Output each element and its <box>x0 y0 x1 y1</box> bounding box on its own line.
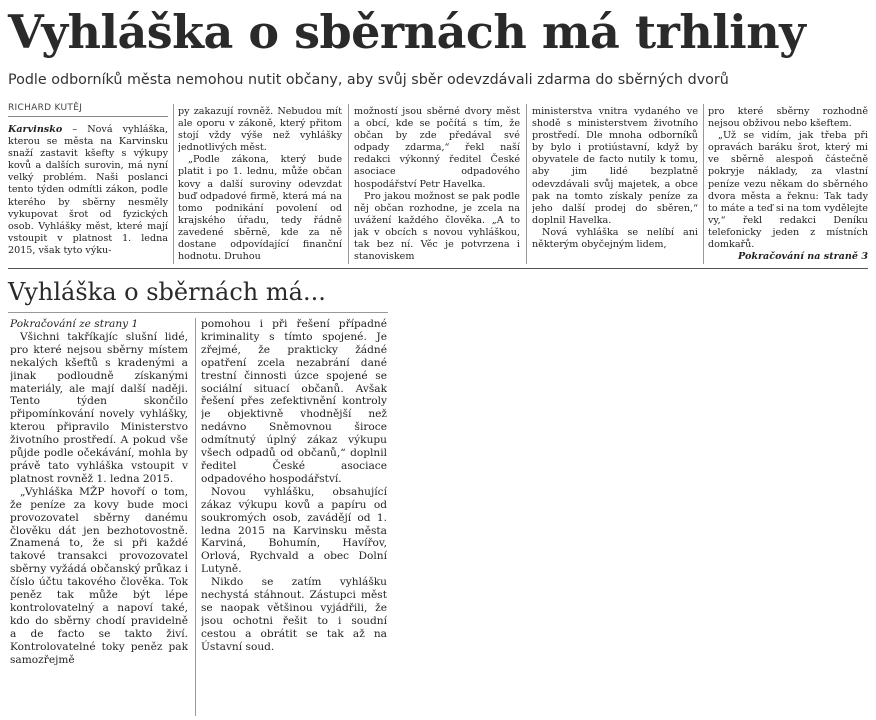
article-subheadline: Podle odborníků města nemohou nutit občany, aby svůj sběr odevzdávali zdarma do sběrných dvorů <box>8 72 729 88</box>
article-headline: Vyhláška o sběrnách má trhliny <box>8 5 806 59</box>
column-5-paragraph-1: pro které sběrny rozhodně nejsou obživou nebo kšeftem. <box>708 106 868 130</box>
continued-on-page: Pokračování na straně 3 <box>738 251 868 263</box>
column-3-paragraph-1: možností jsou sběrné dvory měst a obcí, kde se počítá s tím, že občan by zde předával své odpady zdarma,“ řekl naší redakci výkonný ředitel České asociace odpadového hospodářství Petr Havelka. <box>354 106 520 190</box>
continuation-headline: Vyhláška o sběrnách má... <box>8 278 326 306</box>
column-3-paragraph-2: Pro jakou možnost se pak podle něj občan rozhodne, je zcela na uvážení každého člověka. „A to jak v obcích s novou vyhláškou, tak bez ní. Věc je potvrzena i stanoviskem <box>354 190 520 263</box>
column-4-paragraph-2: Nová vyhláška se nelíbí ani některým obyčejným lidem, <box>532 226 698 251</box>
continuation-left-paragraph-1: Všichni takříkajíc slušní lidé, pro které nejsou sběrny místem nekalých kšeftů s kradenými a jinak podloudně získanými materiály, ale mají další naději. Tento týden skončilo připomínkování novely vyhlášky, kterou připravilo Ministerstvo životního prostředí. A pokud vše půjde podle očekávání, mohla by právě tato vyhláška vstoupit v platnost rovněž 1. ledna 2015. <box>10 330 188 485</box>
continuation-right-paragraph-2: Novou vyhlášku, obsahující zákaz výkupu kovů a papíru od soukromých osob, zavádějí od 1. ledna 2015 na Karvinsku města Karviná, Bohumín, Havířov, Orlová, Rychvald a obec Dolní Lutyně. <box>201 485 387 576</box>
continuation-column-right <box>201 318 387 716</box>
article-column-2 <box>178 106 342 266</box>
continued-from-page: Pokračování ze strany 1 <box>10 318 139 330</box>
continuation-right-paragraph-1: pomohou i při řešení případné kriminality s tímto spojené. Je zřejmé, že prakticky žádné opatření zcela nezabrání dané trestní činnosti úzce spojené se sociální situací občanů. Avšak řešení přes zefektivnění kontroly je objektivně vhodnější než nedávno Sněmovnou široce odmítnutý úplný zákaz výkupu všech odpadů od občanů,“ doplnil ředitel České asociace odpadového hospodářství. <box>201 318 387 485</box>
column-1-text: – Nová vyhláška, kterou se města na Karvinsku snaží zastavit kšefty s výkupy kovů a dalších surovin, má nyní velký problém. Naši poslanci tento týden odmítli zákon, podle kterého by sběrny nesměly vykupovat šrot od fyzických osob. Vyhlášky měst, které mají vstoupit v platnost 1. ledna 2015, však tyto výku- <box>8 124 168 256</box>
column-2-paragraph-2: „Podle zákona, který bude platit i po 1. lednu, může občan kovy a další suroviny odevzdat buď odpadové firmě, která má na tomo podnikání povolení od krajského úřadu, tedy řádně zavedené sběrně, kde za ně dostane odpovídající finanční hodnotu. Druhou <box>178 154 342 263</box>
dateline: Karvinsko <box>8 124 63 135</box>
column-5-paragraph-2: „Už se vidím, jak třeba při opravách baráku šrot, který mi ve sběrně alespoň částečně pokryje náklady, za vlastní peníze vezu někam do sběrného dvora města a řeknu: Tak tady to máte a teď si na tom vydělejte vy,“ řekl redakci Deníku telefonicky jeden z místních domkařů. <box>708 130 868 251</box>
column-2-paragraph-1: py zakazují rovněž. Nebudou mít ale oporu v zákoně, který přitom stojí vždy výše než vyhlášky jednotlivých měst. <box>178 106 342 154</box>
continuation-divider <box>8 312 388 313</box>
column-divider <box>195 318 196 716</box>
article-column-5 <box>708 106 868 266</box>
column-divider <box>348 104 349 264</box>
article-column-3 <box>354 106 520 266</box>
article-column-4 <box>532 106 698 266</box>
column-divider <box>703 104 704 264</box>
byline: RICHARD KUTĚJ <box>8 103 168 117</box>
article-column-1 <box>8 124 168 264</box>
column-divider <box>526 104 527 264</box>
continuation-left-paragraph-2: „Vyhláška MŽP hovoří o tom, že peníze za kovy bude moci provozovatel sběrny danému člověku dát jen bezhotovostně. Znamená to, že si při každé takové transakci provozovatel sběrny vyžádá občanský průkaz i číslo účtu takového člověka. Tok peněz tak může být lépe kontrolovatelný a napoví také, kdo do sběrny chodí pravidelně a de facto se takto živí. Kontrolovatelné toky peněz pak samozřejmě <box>10 485 188 666</box>
section-divider <box>8 268 868 269</box>
column-4-paragraph-1: ministerstva vnitra vydaného ve shodě s ministerstvem životního prostředí. Dle mnoha odborníků by bylo i protiústavní, když by obyvatele de facto nutily k tomu, aby jim lidé bezplatně odevzdávali svůj majetek, a obce pak na tomto získaly peníze za jeho další prodej do sběren,“ doplnil Havelka. <box>532 106 698 226</box>
continuation-right-paragraph-3: Nikdo se zatím vyhlášku nechystá stáhnout. Zástupci měst se naopak většinou vyjádřili, že jsou ochotni řešit to i soudní cestou a obrátit se tak až na Ústavní soud. <box>201 576 387 653</box>
column-divider <box>173 104 174 264</box>
column-1-paragraph <box>8 124 168 257</box>
continuation-column-left <box>10 318 188 716</box>
